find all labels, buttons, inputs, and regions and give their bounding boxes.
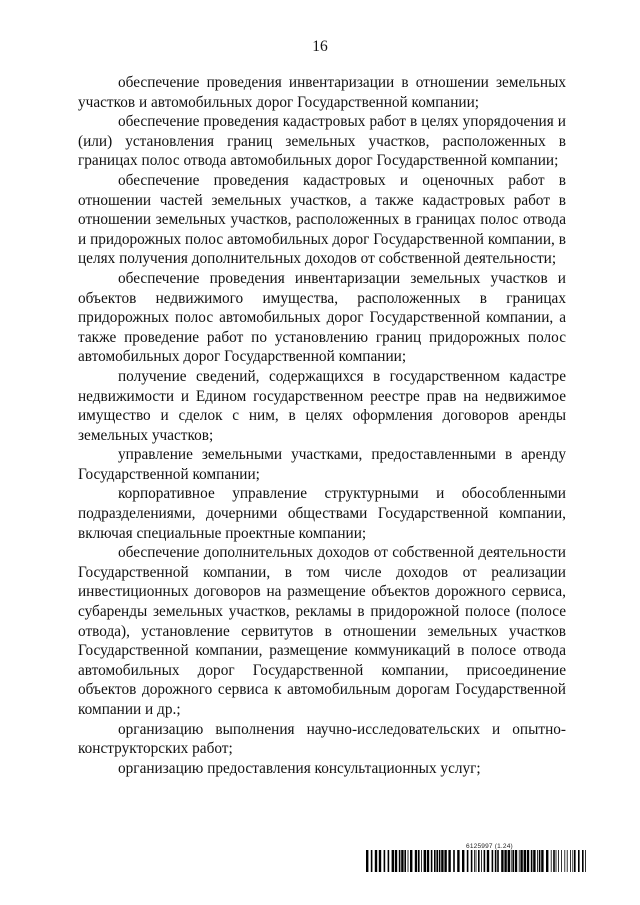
barcode-bar <box>410 850 412 872</box>
barcode-bar <box>497 850 499 872</box>
barcode-bar <box>572 850 573 872</box>
paragraph: обеспечение проведения кадастровых и оценочных работ в отношении частей земельных участков, а также кадастровых работ в отношении земельных участков, расположенных в границах полос отвода и придорожных полос автомобильных дорог Государственной компании, в целях получения дополнительных доходов от собственной деятельности; <box>78 171 566 268</box>
paragraph: обеспечение проведения инвентаризации в отношении земельных участков и автомобильных дорог Государственной компании; <box>78 74 566 111</box>
barcode-bar <box>418 850 420 872</box>
barcode-bar <box>484 850 486 872</box>
document-body <box>78 73 566 778</box>
barcode-bar <box>585 850 586 872</box>
barcode-bar <box>427 850 429 872</box>
barcode-bar <box>399 850 401 872</box>
barcode-bar <box>371 850 373 872</box>
barcode-bar <box>515 850 517 872</box>
barcode-bar <box>444 850 446 872</box>
barcode-bar <box>457 850 459 872</box>
barcode-bar <box>487 850 489 872</box>
barcode-bar <box>439 850 441 872</box>
barcode-bar <box>467 850 469 872</box>
paragraph: корпоративное управление структурными и обособленными подразделениями, дочерними обществами Государственной компании, включая специальные проектные компании; <box>78 485 566 542</box>
barcode-bar <box>539 850 541 872</box>
barcode-bar <box>551 850 552 872</box>
barcode-bar <box>553 850 555 872</box>
barcode-bar <box>366 850 368 872</box>
barcode-bar <box>578 850 580 872</box>
barcode-bar <box>519 850 520 872</box>
barcode-bar <box>527 850 529 872</box>
barcode-bar <box>434 850 436 872</box>
barcode-bar <box>556 850 557 872</box>
barcode-bar <box>567 850 568 872</box>
barcode-bar <box>546 850 548 872</box>
barcode-bar <box>541 850 543 872</box>
barcode-bar <box>395 850 397 872</box>
paragraph: организацию предоставления консультационных услуг; <box>118 759 481 777</box>
barcode-bar <box>492 850 494 872</box>
barcode-bar <box>495 850 497 872</box>
barcode-image <box>366 850 586 872</box>
barcode-bar <box>511 850 512 872</box>
paragraph: обеспечение проведения инвентаризации земельных участков и объектов недвижимого имущества, расположенных в границах придорожных полос автомобильных дорог Государственной компании, а также проведение работ по установлению границ придорожных полос автомобильных дорог Государственной компании; <box>78 269 566 366</box>
page-number: 16 <box>312 38 328 55</box>
barcode-bar <box>574 850 576 872</box>
barcode-bar <box>448 850 450 872</box>
barcode-bar <box>424 850 426 872</box>
barcode-bar <box>384 850 386 872</box>
barcode-bar <box>558 850 559 872</box>
barcode-bar <box>508 850 510 872</box>
barcode-bar <box>415 850 417 872</box>
barcode-bar <box>570 850 571 872</box>
barcode-bar <box>481 850 482 872</box>
barcode-bar <box>533 850 535 872</box>
paragraph: обеспечение проведения кадастровых работ в целях упорядочения и (или) установления границ земельных участков, расположенных в границах полос отвода автомобильных дорог Государственной компании; <box>78 113 566 170</box>
barcode-bar <box>408 850 409 872</box>
paragraph: получение сведений, содержащихся в государственном кадастре недвижимости и Едином государственном реестре прав на недвижимое имущество и сделок с ним, в целях оформления договоров аренды земельных участков; <box>78 367 566 444</box>
barcode-bar <box>392 850 394 872</box>
barcode-bar <box>436 850 438 872</box>
barcode-bar <box>375 850 377 872</box>
barcode-bar <box>561 850 562 872</box>
paragraph: управление земельными участками, предоставленными в аренду Государственной компании; <box>78 446 566 483</box>
barcode-bar <box>476 850 477 872</box>
barcode-bar <box>462 850 464 872</box>
barcode-bar <box>404 850 406 872</box>
barcode-bar <box>379 850 381 872</box>
barcode-bar <box>421 850 422 872</box>
barcode-bar <box>501 850 503 872</box>
barcode-bar <box>478 850 480 872</box>
barcode-bar <box>524 850 526 872</box>
barcode-bar <box>582 850 584 872</box>
barcode-bar <box>474 850 475 872</box>
barcode-bar <box>564 850 565 872</box>
barcode-bar <box>401 850 403 872</box>
barcode-bar <box>504 850 506 872</box>
paragraph: обеспечение дополнительных доходов от собственной деятельности Государственной компании, в том числе доходов от реализации инвестиционных договоров на размещение объектов дорожного сервиса, субаренды земельных участков, рекламы в придорожной полосе (полосе отвода), установление сервитутов в отношении земельных участков Государственной компании, размещение коммуникаций в полосе отвода автомобильных дорог Государственной компании, присоединение объектов дорожного сервиса к автомобильным дорогам Государственной компании и др.; <box>78 544 566 718</box>
barcode-bar <box>537 850 538 872</box>
barcode-bar <box>531 850 533 872</box>
barcode-bar <box>431 850 433 872</box>
barcode-bar <box>512 850 514 872</box>
barcode-bar <box>441 850 443 872</box>
barcode-bar <box>471 850 473 872</box>
barcode-bar <box>388 850 390 872</box>
barcode-bar <box>520 850 522 872</box>
barcode-label: 6125997 (1.24) <box>466 843 513 850</box>
barcode-bar <box>453 850 455 872</box>
paragraph: организацию выполнения научно-исследовательских и опытно-конструкторских работ; <box>78 720 566 758</box>
